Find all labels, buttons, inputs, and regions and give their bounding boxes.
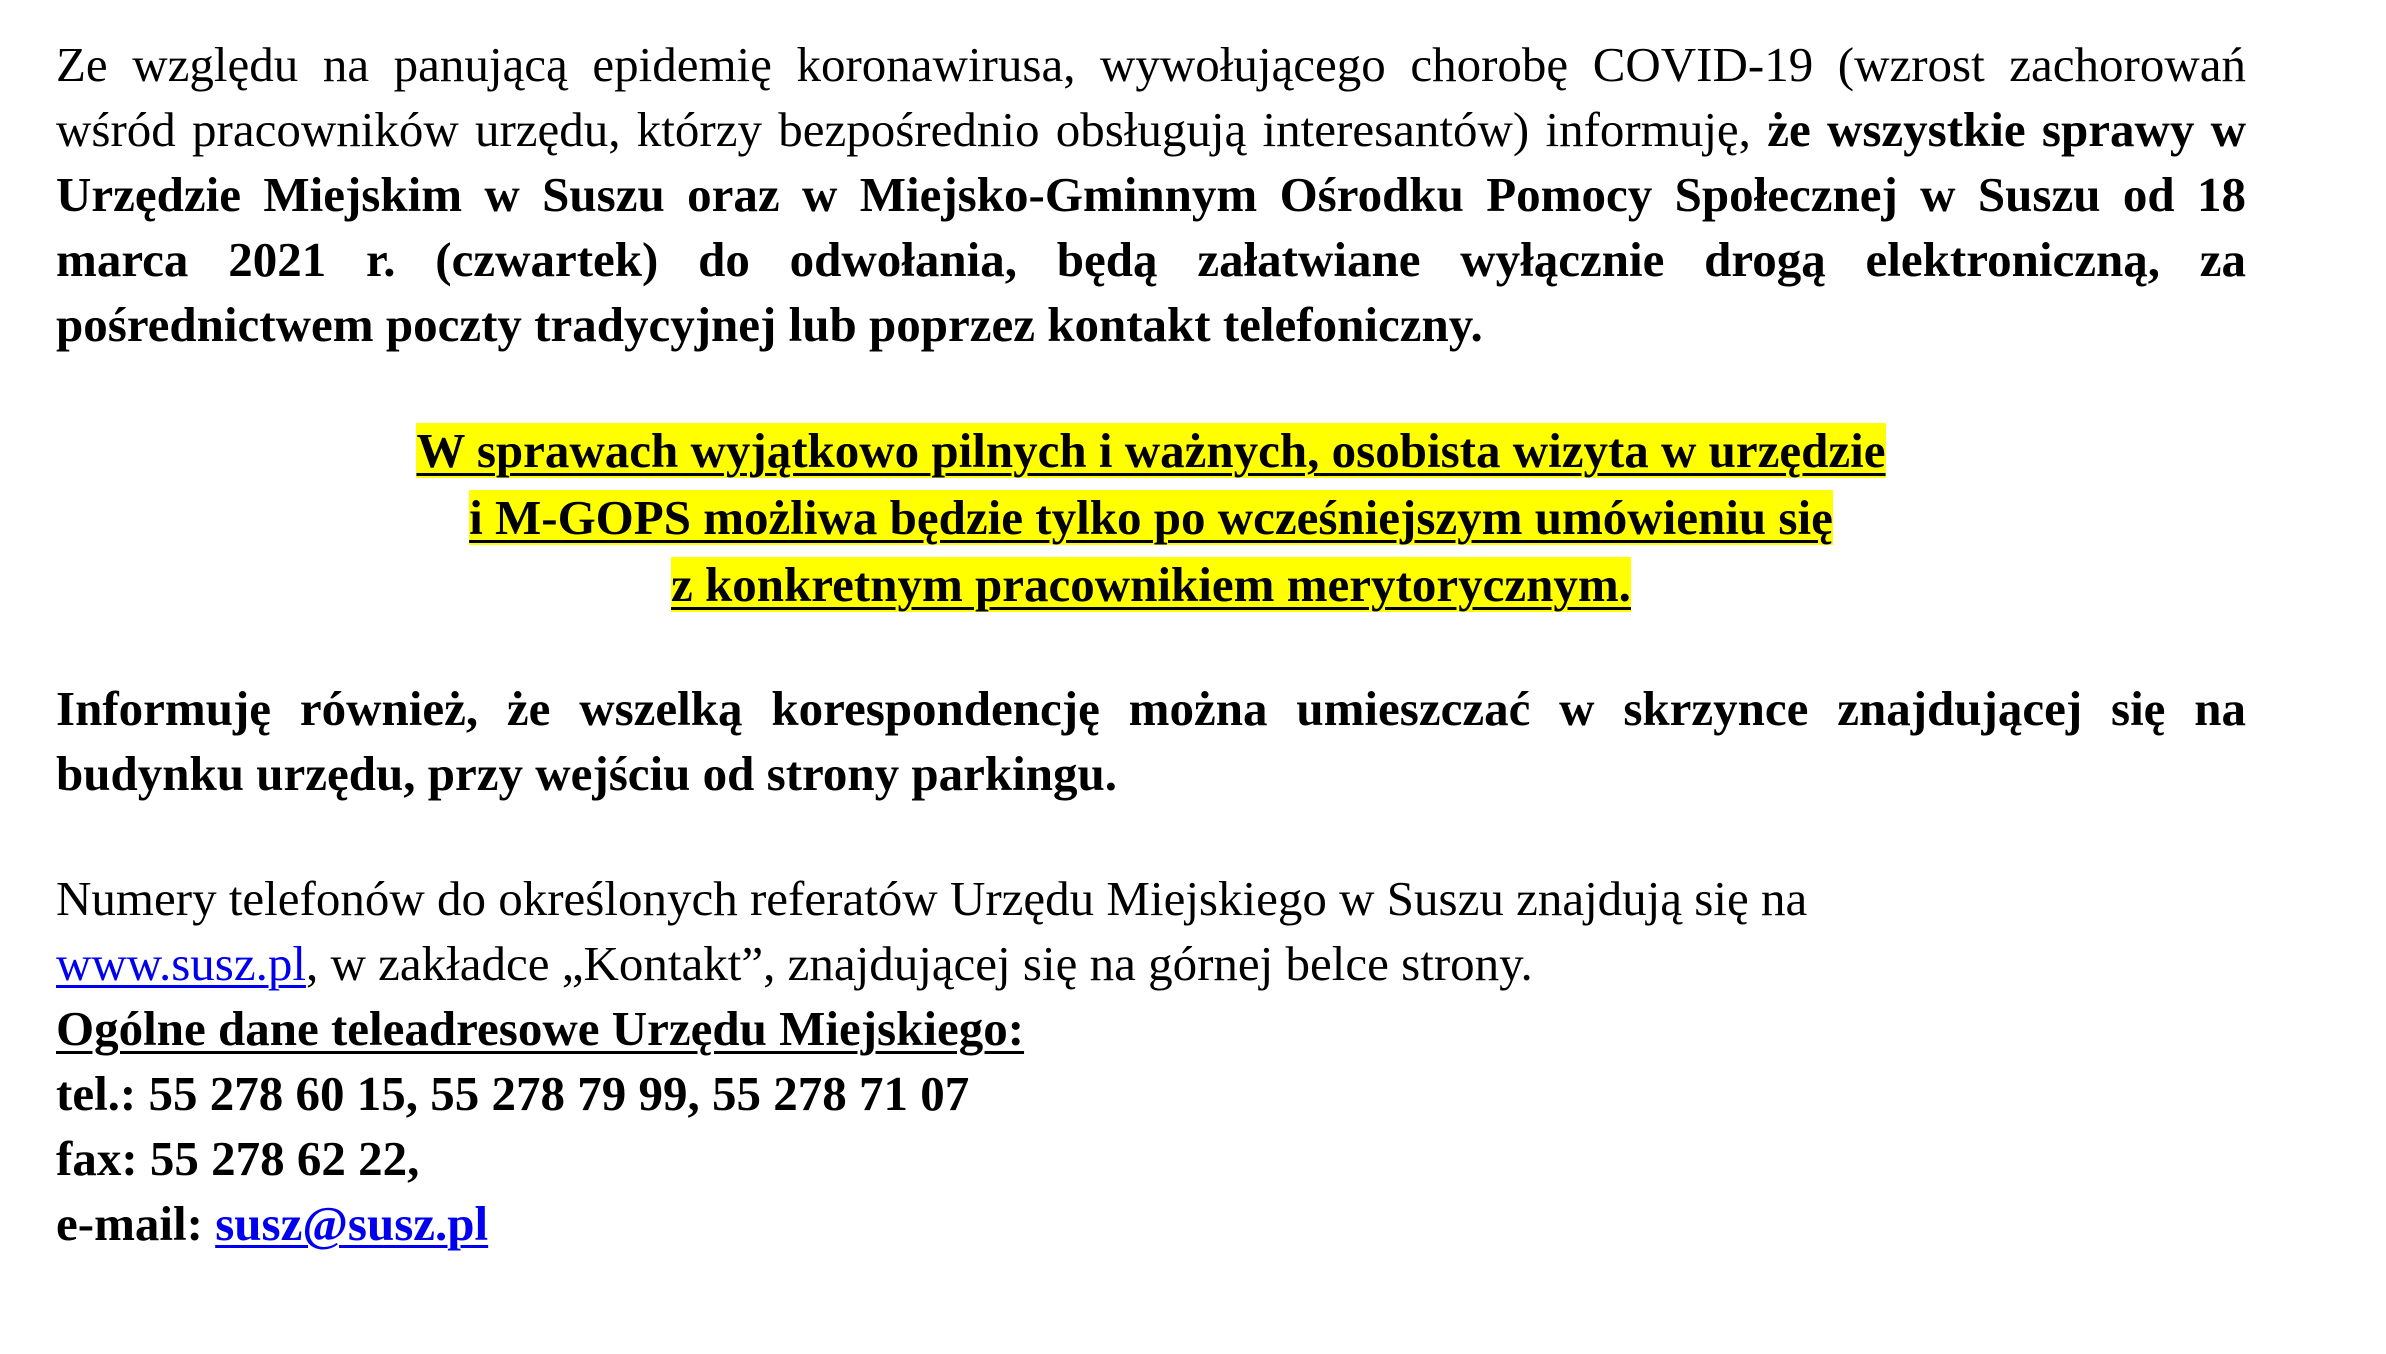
intro-bold-text: że wszystkie sprawy w Urzędzie Miejskim w Suszu oraz w Miejsko-Gminnym Ośrodku Pomocy Społecznej w Suszu od 18 marca 2021 r. (czwartek) do odwołania, będą załatwiane wyłącznie drogą elektroniczną, za pośrednictwem poczty tradycyjnej lub poprzez kontakt telefoniczny. <box>56 102 2246 352</box>
correspondence-info-paragraph: Informuję również, że wszelką korespondencję można umieszczać w skrzynce znajdującej się na budynku urzędu, przy wejściu od strony parkingu. <box>56 681 2246 801</box>
announcement-document <box>56 32 2246 1256</box>
highlight-line-1: W sprawach wyjątkowo pilnych i ważnych, osobista wizyta w urzędzie <box>416 423 1886 478</box>
contact-email-line <box>56 1191 2246 1256</box>
website-link[interactable]: www.susz.pl <box>56 936 306 991</box>
highlight-line-2: i M-GOPS możliwa będzie tylko po wcześniejszym umówieniu się <box>469 490 1833 545</box>
highlight-line-3: z konkretnym pracownikiem merytorycznym. <box>671 557 1631 612</box>
phones-text-before: Numery telefonów do określonych referatów Urzędu Miejskiego w Suszu znajdują się na <box>56 871 1808 926</box>
intro-regular-text: Ze względu na panującą epidemię koronawirusa, wywołującego chorobę COVID-19 (wzrost zachorowań wśród pracowników urzędu, którzy bezpośrednio obsługują interesantów) informuję, <box>56 37 2246 157</box>
contact-heading <box>56 996 2246 1061</box>
contact-block <box>56 996 2246 1256</box>
phones-text-after: , w zakładce „Kontakt”, znajdującej się na górnej belce strony. <box>305 936 1533 991</box>
contact-heading-text: Ogólne dane teleadresowe Urzędu Miejskiego: <box>56 1001 1025 1056</box>
email-label: e-mail: <box>56 1196 216 1251</box>
intro-paragraph <box>56 32 2246 357</box>
contact-tel: tel.: 55 278 60 15, 55 278 79 99, 55 278 71 07 <box>56 1066 970 1121</box>
email-link[interactable]: susz@susz.pl <box>215 1196 489 1251</box>
phones-paragraph <box>56 866 2246 996</box>
contact-fax: fax: 55 278 62 22, <box>56 1131 420 1186</box>
highlighted-notice <box>56 417 2246 618</box>
